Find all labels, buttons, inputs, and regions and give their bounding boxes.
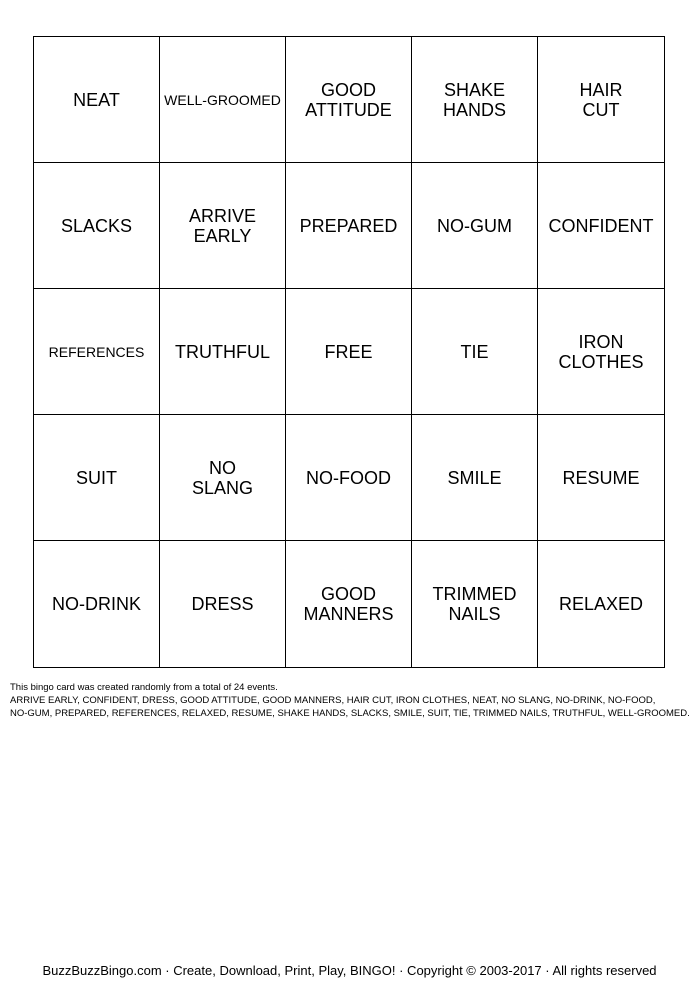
bingo-cell-r1c5: HAIR CUT [538,37,664,163]
bingo-cell-r4c5: RESUME [538,415,664,541]
bingo-cell-r3c5: IRON CLOTHES [538,289,664,415]
bingo-cell-r5c1: NO-DRINK [34,541,160,667]
notes-summary: This bingo card was created randomly from a total of 24 events. [10,682,278,693]
bingo-cell-r3c4: TIE [412,289,538,415]
bingo-cell-r3c2: TRUTHFUL [160,289,286,415]
bingo-cell-r1c4: SHAKE HANDS [412,37,538,163]
notes-event-list-2: NO-GUM, PREPARED, REFERENCES, RELAXED, RESUME, SHAKE HANDS, SLACKS, SMILE, SUIT, TIE, TRIMMED NAILS, TRUTHFUL, WELL-GROOMED. [10,708,690,719]
bingo-cell-r1c3: GOOD ATTITUDE [286,37,412,163]
copyright-footer: BuzzBuzzBingo.com · Create, Download, Print, Play, BINGO! · Copyright © 2003-2017 · All rights reserved [42,963,657,978]
bingo-cell-r2c5: CONFIDENT [538,163,664,289]
notes-event-list-1: ARRIVE EARLY, CONFIDENT, DRESS, GOOD ATTITUDE, GOOD MANNERS, HAIR CUT, IRON CLOTHES, NEAT, NO SLANG, NO-DRINK, NO-FOOD, [10,695,656,706]
bingo-cell-r2c3: PREPARED [286,163,412,289]
bingo-cell-r4c2: NO SLANG [160,415,286,541]
bingo-cell-r5c3: GOOD MANNERS [286,541,412,667]
bingo-cell-r2c4: NO-GUM [412,163,538,289]
bingo-cell-r1c1: NEAT [34,37,160,163]
bingo-cell-r3c1: REFERENCES [34,289,160,415]
bingo-cell-r2c2: ARRIVE EARLY [160,163,286,289]
bingo-cell-r4c4: SMILE [412,415,538,541]
bingo-cell-r4c3: NO-FOOD [286,415,412,541]
bingo-cell-r5c5: RELAXED [558,594,644,614]
bingo-cell-r4c1: SUIT [34,415,160,541]
bingo-card [33,36,665,668]
event-notes [10,681,694,720]
bingo-cell-r5c4: TRIMMED NAILS [412,541,538,667]
bingo-cell-r5c2: DRESS [160,541,286,667]
bingo-cell-r1c2: WELL-GROOMED [160,37,286,163]
bingo-cell-r2c1: SLACKS [34,163,160,289]
bingo-cell-free: FREE [286,289,412,415]
